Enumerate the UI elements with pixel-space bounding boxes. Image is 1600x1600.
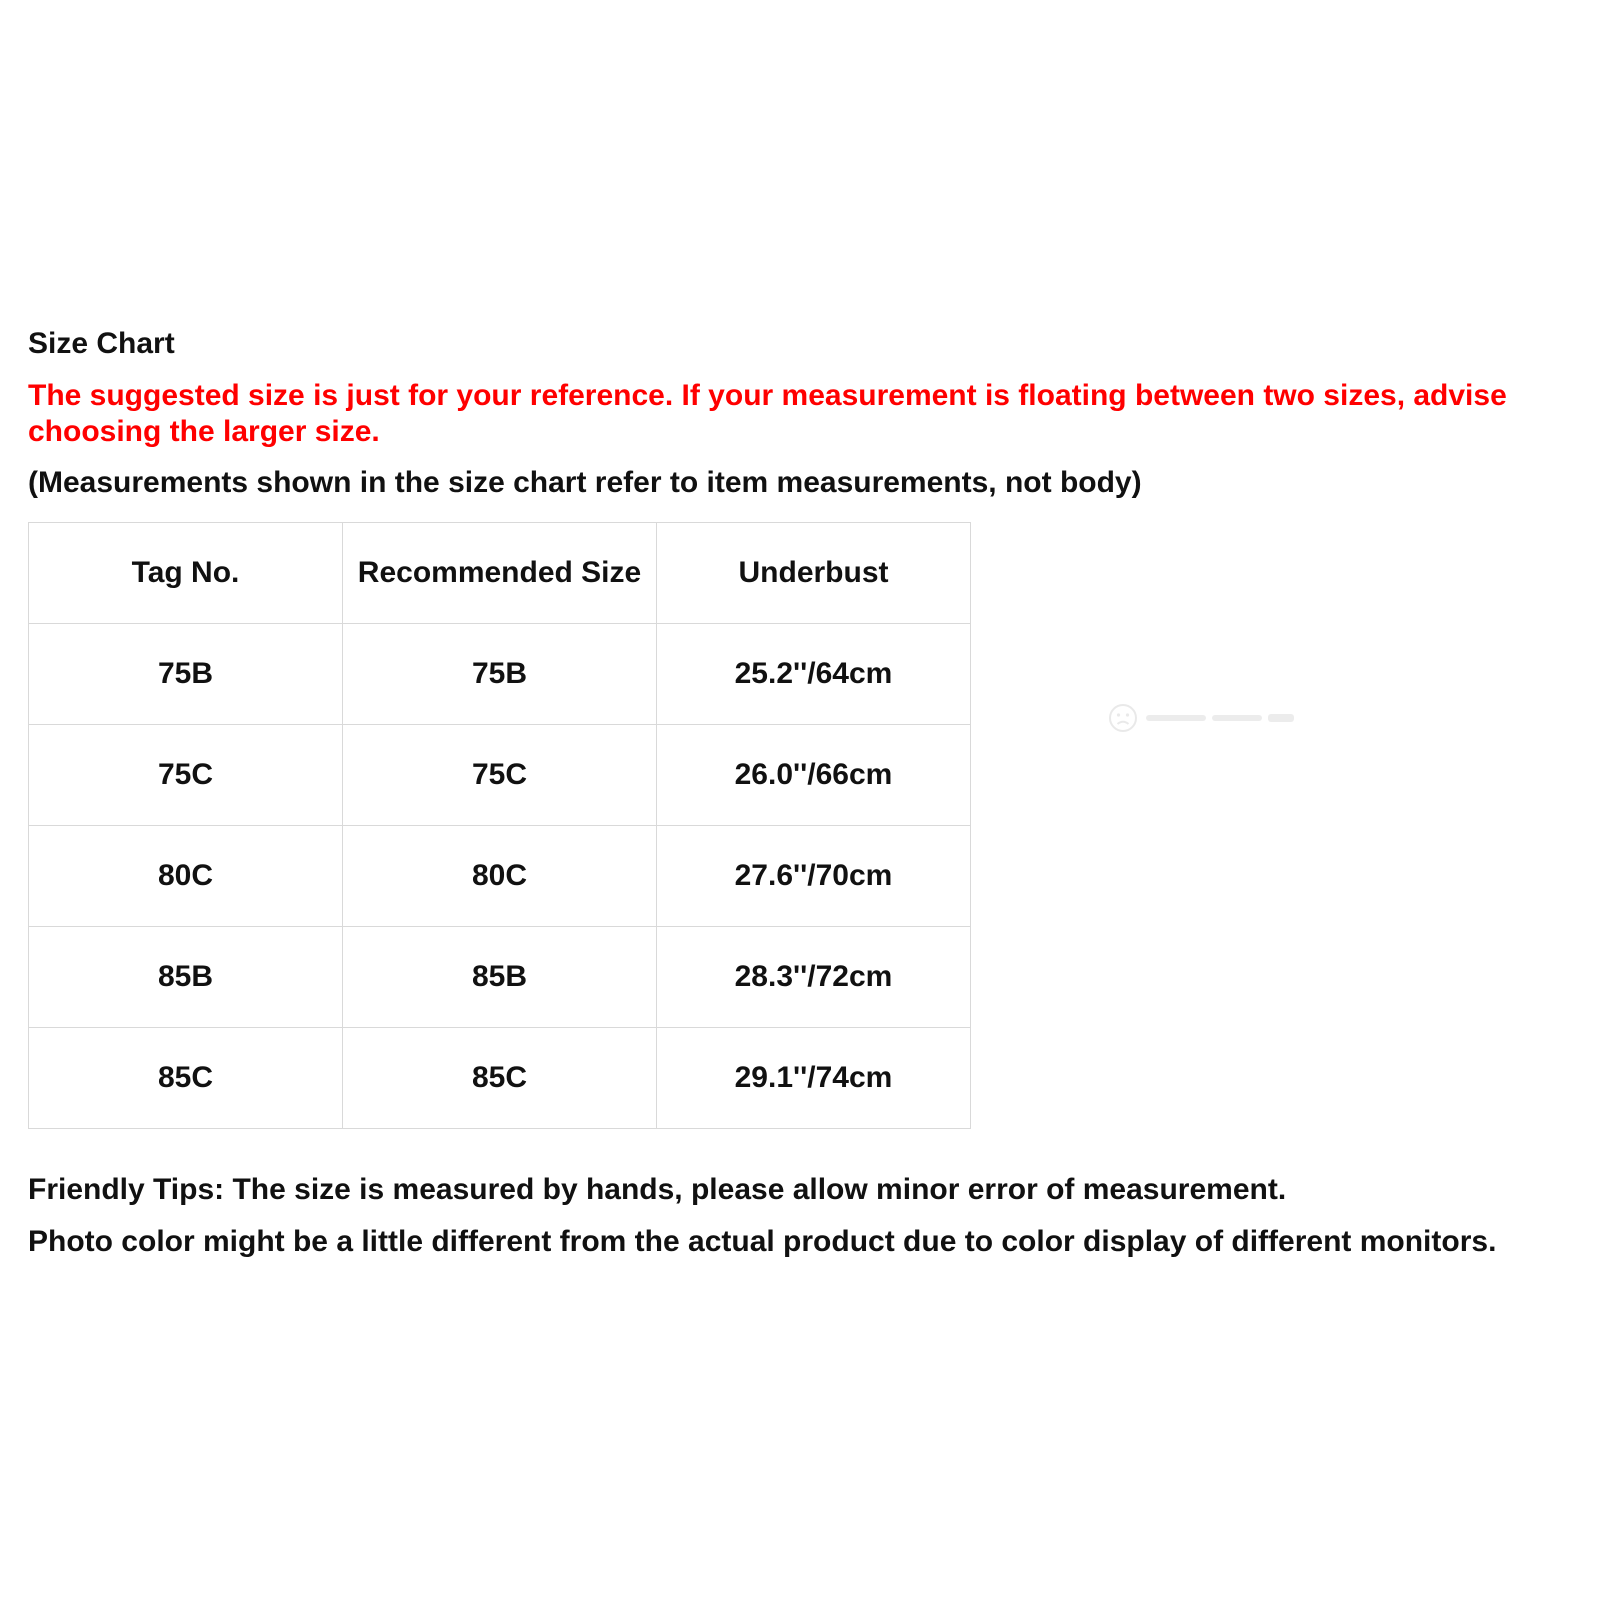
cell-recommended-size: 75C: [343, 725, 657, 826]
friendly-tip: Friendly Tips: The size is measured by hands, please allow minor error of measurement.: [28, 1173, 1287, 1206]
cell-tag-no: 75C: [29, 725, 343, 826]
cell-tag-no: 85C: [29, 1028, 343, 1129]
table-row: [29, 927, 971, 1028]
table-row: [29, 624, 971, 725]
cell-tag-no: 75B: [29, 624, 343, 725]
cell-recommended-size: 85B: [343, 927, 657, 1028]
cell-underbust: 28.3''/72cm: [657, 927, 971, 1028]
page-title: Size Chart: [28, 327, 175, 360]
table-row: [29, 1028, 971, 1129]
cell-underbust: 29.1''/74cm: [657, 1028, 971, 1129]
header-underbust: Underbust: [657, 523, 971, 624]
size-chart-table: [28, 522, 971, 1129]
faint-watermark: [1108, 696, 1296, 740]
size-notice: The suggested size is just for your reference. If your measurement is floating between two sizes, advise choosing the larger size.: [28, 379, 1507, 448]
cell-recommended-size: 75B: [343, 624, 657, 725]
cell-underbust: 26.0''/66cm: [657, 725, 971, 826]
header-recommended-size: Recommended Size: [343, 523, 657, 624]
sad-face-icon: [1108, 703, 1138, 733]
cell-underbust: 25.2''/64cm: [657, 624, 971, 725]
cell-underbust: 27.6''/70cm: [657, 826, 971, 927]
cell-tag-no: 80C: [29, 826, 343, 927]
cell-recommended-size: 80C: [343, 826, 657, 927]
table-header-row: [29, 523, 971, 624]
table-row: [29, 826, 971, 927]
color-disclaimer: Photo color might be a little different from the actual product due to color display of different monitors.: [28, 1225, 1497, 1258]
table-row: [29, 725, 971, 826]
cell-tag-no: 85B: [29, 927, 343, 1028]
header-tag-no: Tag No.: [29, 523, 343, 624]
watermark-scribble: [1146, 711, 1296, 725]
measurement-note: (Measurements shown in the size chart refer to item measurements, not body): [28, 466, 1142, 499]
cell-recommended-size: 85C: [343, 1028, 657, 1129]
